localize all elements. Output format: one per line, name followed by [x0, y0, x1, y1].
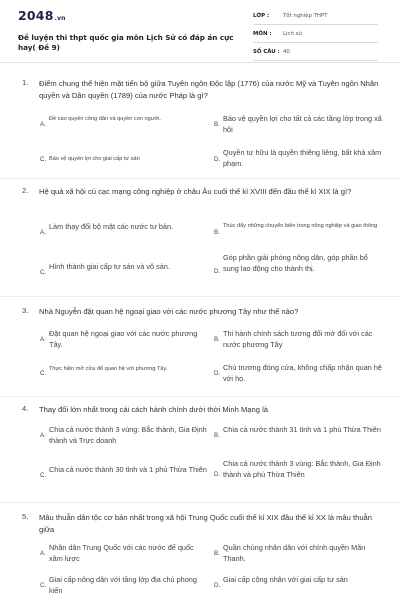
logo-suffix: .vn: [54, 15, 66, 22]
page-header: [0, 0, 400, 62]
option-letter: D.: [214, 156, 221, 163]
meta-label: MÔN :: [253, 31, 272, 37]
logo-text: 2048: [18, 8, 54, 23]
option-text: Góp phần giải phóng nông dân, góp phần bổ sung lao động cho thành thị.: [223, 253, 368, 273]
option-text: Quần chúng nhân dân với chính quyền Mãn Thanh.: [223, 543, 366, 563]
option-letter: A.: [40, 121, 46, 128]
option-letter: C.: [40, 269, 47, 276]
question-text: Nhà Nguyễn đặt quan hệ ngoại giao với các nước phương Tây như thế nào?: [39, 307, 299, 316]
option-text: Thi hành chính sách tương đối mở đối với các nước phương Tây: [223, 329, 373, 349]
question-text: Thay đổi lớn nhất trong cải cách hành chính dưới thời Minh Mạng là: [39, 405, 268, 414]
option-text: Giai cấp công nhân với giai cấp tư sản: [223, 575, 348, 584]
question-number: 4.: [22, 404, 29, 413]
option-letter: B.: [214, 121, 220, 128]
option-letter: A.: [40, 432, 46, 439]
header-divider: [0, 62, 400, 63]
option-letter: B.: [214, 229, 220, 236]
question-divider: [0, 396, 400, 397]
option-text: Làm thay đổi bộ mặt các nước tư bản.: [49, 222, 174, 231]
question-divider: [0, 502, 400, 503]
question-text: Điểm chung thể hiện mặt tiến bộ giữa Tuyên ngôn Độc lập (1776) của nước Mỹ và Tuyên ngôn Nhân quyền và Dân quyền (1789) của nước Pháp là gì?: [39, 79, 379, 100]
meta-row-question-count: [253, 47, 378, 61]
option-text: Đề cao quyền công dân và quyền con người.: [49, 116, 161, 122]
document-title: Đề luyện thi thpt quốc gia môn Lịch Sử có đáp án cực hay( Đề 9): [18, 33, 234, 52]
option-text: Chia cả nước thành 3 vùng: Bắc thành, Gia Định thành và phủ Thừa Thiên: [223, 459, 381, 479]
question-divider: [0, 296, 400, 297]
option-letter: A.: [40, 229, 46, 236]
question-text: Hệ quả xã hội cú cạc mạng công nghiệp ở châu Âu cuối thế kỉ XVIII đến đầu thế kỉ XIX là gì?: [39, 187, 352, 196]
option-text: Đặt quan hệ ngoại giao với các nước phương Tây.: [49, 329, 198, 349]
question-number: 2.: [22, 186, 29, 195]
option-letter: D.: [214, 582, 221, 589]
option-letter: B.: [214, 336, 220, 343]
question-number: 5.: [22, 512, 29, 521]
meta-row-subject: [253, 29, 378, 43]
option-letter: C.: [40, 472, 47, 479]
option-text: Chia cả nước thành 30 tỉnh và 1 phủ Thừa Thiên: [49, 465, 207, 474]
question-divider: [0, 178, 400, 179]
option-letter: A.: [40, 550, 46, 557]
question-text: Mâu thuẫn dân tộc cơ bản nhất trong xã hội Trung Quốc cuối thế kỉ XIX đầu thế kỉ XX là mâu thuẫn giữa: [39, 513, 372, 534]
meta-value: Tốt nghiệp THPT: [283, 13, 328, 19]
option-text: Chia cả nước thành 31 tỉnh và 1 phủ Thừa Thiên: [223, 425, 381, 434]
meta-label: LỚP :: [253, 13, 270, 19]
option-text: Quyền tư hữu là quyền thiêng liêng, bất khả xâm phạm.: [223, 148, 382, 168]
option-text: Chủ trương đóng cửa, không chấp nhận quan hệ với họ.: [223, 363, 382, 383]
option-text: Bảo vệ quyền lợi cho tất cả các tầng lớp trong xã hội: [223, 114, 382, 134]
option-letter: C.: [40, 370, 47, 377]
question-number: 3.: [22, 306, 29, 315]
option-letter: D.: [214, 268, 221, 275]
option-letter: C.: [40, 156, 47, 163]
meta-value: Lịch sử: [283, 31, 302, 37]
option-text: Bảo vệ quyền lợi cho giai cấp tư sản: [49, 156, 140, 162]
option-letter: A.: [40, 336, 46, 343]
meta-row-class: [253, 11, 378, 25]
option-text: Thúc đẩy những chuyển biến trong nông nghiệp và giao thông: [223, 223, 378, 229]
site-logo[interactable]: [18, 8, 66, 23]
option-text: Nhân dân Trung Quốc với các nước đế quốc xâm lược: [49, 543, 194, 563]
meta-label: SỐ CÂU :: [253, 49, 280, 55]
option-text: Chia cả nước thành 3 vùng: Bắc thành, Gia Định thành và Trực doanh: [49, 425, 207, 445]
question-number: 1.: [22, 78, 29, 87]
document-meta: [253, 11, 378, 65]
option-letter: D.: [214, 370, 221, 377]
meta-value: 40: [283, 49, 290, 55]
option-letter: B.: [214, 432, 220, 439]
option-text: Giai cấp nông dân với tầng lớp địa chủ phong kiến: [49, 575, 197, 595]
option-text: Hình thành giai cấp tư sản và vô sản.: [49, 262, 170, 271]
option-letter: D.: [214, 471, 221, 478]
option-text: Thực hiện mở cửa để quan hệ với phương Tây.: [49, 366, 168, 372]
option-letter: B.: [214, 550, 220, 557]
option-letter: C.: [40, 582, 47, 589]
